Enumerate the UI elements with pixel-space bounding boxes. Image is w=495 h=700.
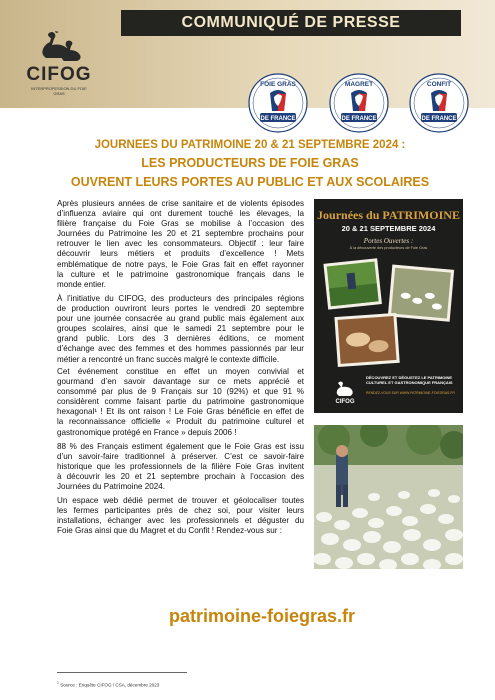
- farm-ducks-photo: [314, 425, 463, 569]
- poster-cta: DÉCOUVREZ ET DÉGUSTEZ LE PATRIMOINE CULTUREL ET GASTRONOMIQUE FRANÇAIS: [366, 375, 453, 385]
- paragraph-1: [57, 199, 304, 290]
- footnote-text: Source : Enquête CIFOG / CSA, décembre 2023: [60, 682, 160, 688]
- footnote-divider: [57, 672, 187, 673]
- poster-subtitle-2: À la découverte des producteurs de Foie Gras: [349, 246, 428, 250]
- website-link[interactable]: patrimoine-foiegras.fr: [168, 606, 356, 626]
- poster-date: 20 & 21 SEPTEMBRE 2024: [341, 224, 436, 233]
- foie-gras-de-france-seal-icon: [248, 73, 308, 133]
- text-line: historique que les professionnels de la filière Foie Gras invitent: [57, 462, 304, 472]
- footnote-number: 1: [57, 681, 59, 685]
- poster-cta-2: RENDEZ-VOUS SUR WWW.PATRIMOINE-FOIEGRAS.FR: [366, 391, 455, 395]
- text-line: emblématique de notre pays, le Foie Gras fait en effet rayonner: [57, 259, 304, 269]
- magret-de-france-seal-icon: [329, 73, 389, 133]
- text-line: filière française du Foie Gras se mobilise à l’occasion des: [57, 219, 304, 229]
- poster-subtitle: Portes Ouvertes :: [363, 237, 414, 245]
- headline-line-1: JOURNEES DU PATRIMOINE 20 & 21 SEPTEMBRE 2024 :: [94, 139, 406, 151]
- seal-top-text: MAGRET: [344, 81, 374, 88]
- poster-duck-logo-icon: [334, 379, 356, 397]
- seal-bottom-text: DE FRANCE: [260, 116, 296, 122]
- logo-name: CIFOG: [26, 64, 92, 85]
- page-title: COMMUNIQUÉ DE PRESSE: [181, 14, 401, 31]
- text-line: retrouver le lien avec les consommateurs. Objectif : leur faire: [57, 239, 304, 249]
- text-line: consommé par plus de 9 Français sur 10 (92%) et que 91 %: [57, 387, 304, 397]
- text-line: monde entier.: [57, 279, 107, 289]
- poster-photo-collage-icon: [314, 253, 463, 371]
- text-line: d’influenza aviaire qui ont durement touché les élevages, la: [57, 209, 304, 219]
- headline-line-3: OUVRENT LEURS PORTES AU PUBLIC ET AUX SCOLAIRES: [70, 175, 430, 189]
- paragraph-2: [57, 294, 304, 365]
- text-line: hexagonal¹ ! Et ils ont raison ! Le Foie Gras bénéficie en effet de: [57, 407, 304, 417]
- logo-tagline: INTERPROFESSION DU FOIE GRAS: [31, 86, 87, 96]
- text-line: À l’initiative du CIFOG, des producteurs des principales régions: [57, 294, 304, 303]
- text-line: métier a rencontré un franc succès malgré le contexte difficile.: [57, 354, 280, 364]
- confit-de-france-seal-icon: [409, 73, 469, 133]
- text-line: à découvrir les 20 et 21 septembre prochain à l’occasion des: [57, 472, 304, 482]
- text-line: groupes scolaires, ainsi que le samedi 21 septembre pour le: [57, 324, 304, 334]
- text-line: gastronomique protégé en France » depuis 2006 !: [57, 427, 237, 437]
- seal-top-text: CONFIT: [426, 81, 452, 88]
- poster-title: Journées du PATRIMOINE: [317, 208, 460, 222]
- headline-line-2: LES PRODUCTEURS DE FOIE GRAS: [141, 156, 359, 170]
- text-line: la culture et le patrimoine gastronomique français dans le: [57, 269, 304, 279]
- text-line: considèrent comme faisant partie du patrimoine gastronomique: [57, 397, 304, 407]
- seal-top-text: FOIE GRAS: [260, 81, 296, 88]
- text-line: Foie Gras ainsi que du Magret et du Confit ! Rendez-vous sur :: [57, 526, 282, 536]
- text-line: d’un savoir-faire traditionnel à préserver. C’est ce savoir-faire: [57, 452, 304, 462]
- paragraph-5: [57, 496, 304, 536]
- event-poster: [314, 199, 463, 413]
- text-line: installations, échanger avec les professionnels et déguster du: [57, 516, 304, 526]
- text-line: Journées du Patrimoine 2024.: [57, 482, 165, 492]
- text-line: découvrir leurs métiers et produits d’excellence ! Mets: [57, 249, 304, 259]
- text-line: les fermes participantes près de chez soi, pour visiter leurs: [57, 506, 304, 516]
- text-line: pour une journée consacrée au grand public mais également aux: [57, 314, 304, 324]
- text-line: Un espace web dédié permet de trouver et géolocaliser toutes: [57, 496, 304, 505]
- text-line: 88 % des Français estiment également que le Foie Gras est issu: [57, 442, 304, 451]
- seal-bottom-text: DE FRANCE: [341, 116, 377, 122]
- paragraph-3: [57, 367, 304, 438]
- text-line: Journées du Patrimoine les 20 et 21 septembre prochains pour: [57, 229, 304, 239]
- text-line: Après plusieurs années de crise sanitaire et de violents épisodes: [57, 199, 304, 208]
- footnote: [57, 681, 159, 688]
- text-line: grand public. Lors des 3 dernières éditions, ce moment: [57, 334, 304, 344]
- paragraph-4: [57, 442, 304, 492]
- text-line: gourmand d’en savoir davantage sur ce mets apprécié et: [57, 377, 304, 387]
- text-line: la reconnaissance officielle « Produit du patrimoine culturel et: [57, 417, 304, 427]
- text-line: d’échange avec des femmes et des hommes passionnés par leur: [57, 344, 304, 354]
- seal-bottom-text: DE FRANCE: [421, 116, 457, 122]
- poster-logo-text: CIFOG: [335, 399, 355, 405]
- text-line: de production ouvriront leurs portes le vendredi 20 septembre: [57, 304, 304, 314]
- text-line: Cet événement constitue en effet un moyen convivial et: [57, 367, 304, 376]
